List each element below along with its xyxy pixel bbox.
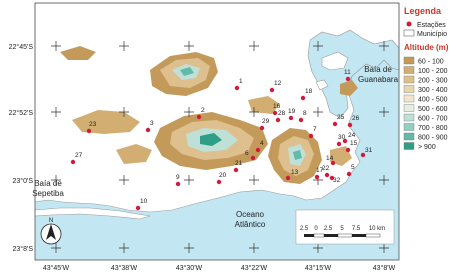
station-marker	[333, 122, 337, 126]
legend-station-label: Estações	[417, 22, 446, 29]
guanabara-label-line2: Guanabara	[357, 75, 399, 84]
station-marker	[270, 88, 274, 92]
station-label: 4	[260, 140, 264, 147]
scale-tick-6: 10 km	[368, 226, 386, 232]
north-arrow-letter: N	[48, 218, 54, 224]
legend-class-swatch	[404, 105, 414, 112]
station-label: 13	[291, 169, 299, 176]
legend-class-label: 600 - 700	[418, 115, 448, 123]
legend-class-label: 60 - 100	[418, 58, 444, 66]
lat-label-4: 23°8'S	[12, 246, 33, 253]
station-label: 17	[316, 167, 324, 174]
legend-class-label: 500 - 600	[418, 106, 448, 113]
legend-altitude-title: Altitude (m)	[404, 43, 449, 52]
station-marker	[289, 116, 293, 120]
legend-class-label: 800 - 900	[418, 134, 448, 142]
station-marker	[197, 115, 201, 119]
station-label: 14	[326, 155, 334, 162]
station-marker	[256, 148, 260, 152]
station-marker	[260, 126, 264, 130]
legend-municipio-swatch	[404, 30, 414, 36]
station-marker	[315, 175, 319, 179]
station-label: 30	[338, 134, 346, 141]
legend-class-swatch	[404, 67, 414, 74]
ocean-label-line1: Oceano	[235, 210, 265, 219]
sepetiba-label-line1: Baía de	[34, 179, 62, 188]
station-marker	[273, 111, 277, 115]
station-marker	[217, 180, 221, 184]
lon-label-5: 43°15'W	[304, 265, 332, 272]
station-marker	[299, 118, 303, 122]
scale-bar	[296, 210, 394, 244]
legend-station-marker	[407, 22, 412, 27]
legend-class-swatch	[404, 124, 414, 131]
station-label: 27	[75, 152, 83, 159]
lon-label-4: 43°22'W	[240, 265, 268, 272]
sepetiba-label-line2: Sepetiba	[32, 189, 64, 198]
station-label: 12	[274, 80, 282, 87]
legend-class-label: 300 - 400	[418, 87, 448, 94]
scale-tick-5: 7.5	[351, 226, 361, 232]
legend-altitude-classes	[404, 57, 448, 151]
station-marker	[301, 96, 305, 100]
scale-tick-2: 0	[314, 226, 318, 232]
station-marker	[235, 86, 239, 90]
scale-tick-4: 5	[340, 226, 344, 232]
legend-class-swatch	[404, 76, 414, 83]
station-marker	[347, 172, 351, 176]
ocean-label-line2: Atlântico	[234, 220, 266, 229]
legend-class-swatch	[404, 57, 414, 64]
legend-title: Legenda	[404, 6, 442, 16]
legend-class-swatch	[404, 114, 414, 121]
station-marker	[136, 206, 140, 210]
station-label: 8	[303, 110, 307, 117]
station-marker	[325, 173, 329, 177]
station-label: 18	[305, 88, 313, 95]
station-label: 16	[273, 103, 281, 110]
station-label: 3	[150, 120, 154, 127]
station-marker	[276, 118, 280, 122]
legend-class-swatch	[404, 86, 414, 93]
station-label: 21	[235, 160, 243, 167]
station-label: 10	[140, 198, 148, 205]
station-marker	[309, 134, 313, 138]
lat-label-2: 22°52'S	[8, 110, 33, 117]
station-marker	[234, 168, 238, 172]
legend	[404, 6, 449, 151]
station-label: 5	[351, 164, 355, 171]
station-label: 1	[239, 78, 243, 85]
station-label: 20	[219, 172, 227, 179]
station-label: 7	[313, 126, 317, 133]
station-label: 19	[288, 108, 296, 115]
station-marker	[348, 123, 352, 127]
station-label: 15	[350, 140, 358, 147]
station-label: 2	[201, 107, 205, 114]
station-label: 31	[365, 147, 373, 154]
station-marker	[286, 176, 290, 180]
lat-label-3: 23°0'S	[12, 178, 33, 185]
station-label: 26	[352, 115, 360, 122]
station-marker	[71, 160, 75, 164]
station-label: 6	[245, 150, 249, 157]
station-marker	[346, 148, 350, 152]
legend-class-label: 200 - 300	[418, 77, 448, 85]
station-label: 23	[89, 121, 97, 128]
lon-label-2: 43°38'W	[110, 265, 138, 272]
station-marker	[251, 156, 255, 160]
guanabara-label-line1: Baía de	[364, 65, 392, 74]
station-label: 29	[262, 118, 270, 125]
legend-class-swatch	[404, 143, 414, 150]
legend-class-label: 100 - 200	[418, 68, 448, 75]
lon-label-6: 43°8'W	[372, 265, 396, 272]
scale-tick-1: 2.5	[299, 226, 309, 232]
scale-tick-3: 2.5	[323, 226, 333, 232]
lon-label-3: 43°30'W	[175, 265, 203, 272]
lon-label-1: 43°45'W	[42, 265, 70, 272]
station-marker	[87, 129, 91, 133]
station-label: 25	[337, 114, 345, 121]
station-label: 32	[333, 177, 341, 184]
legend-class-swatch	[404, 133, 414, 140]
lat-label-1: 22°45'S	[8, 44, 33, 51]
station-marker	[337, 142, 341, 146]
station-marker	[146, 128, 150, 132]
legend-class-label: 700 - 800	[418, 125, 448, 132]
legend-class-label: > 900	[418, 144, 436, 151]
station-marker	[176, 182, 180, 186]
station-label: 22	[322, 165, 330, 172]
station-label: 24	[348, 132, 356, 139]
legend-class-label: 400 - 500	[418, 96, 448, 104]
station-label: 11	[344, 69, 351, 76]
station-label: 9	[176, 174, 180, 181]
legend-municipio-label: Município	[417, 31, 447, 38]
legend-class-swatch	[404, 95, 414, 102]
station-label: 28	[278, 110, 286, 117]
station-marker	[346, 77, 350, 81]
